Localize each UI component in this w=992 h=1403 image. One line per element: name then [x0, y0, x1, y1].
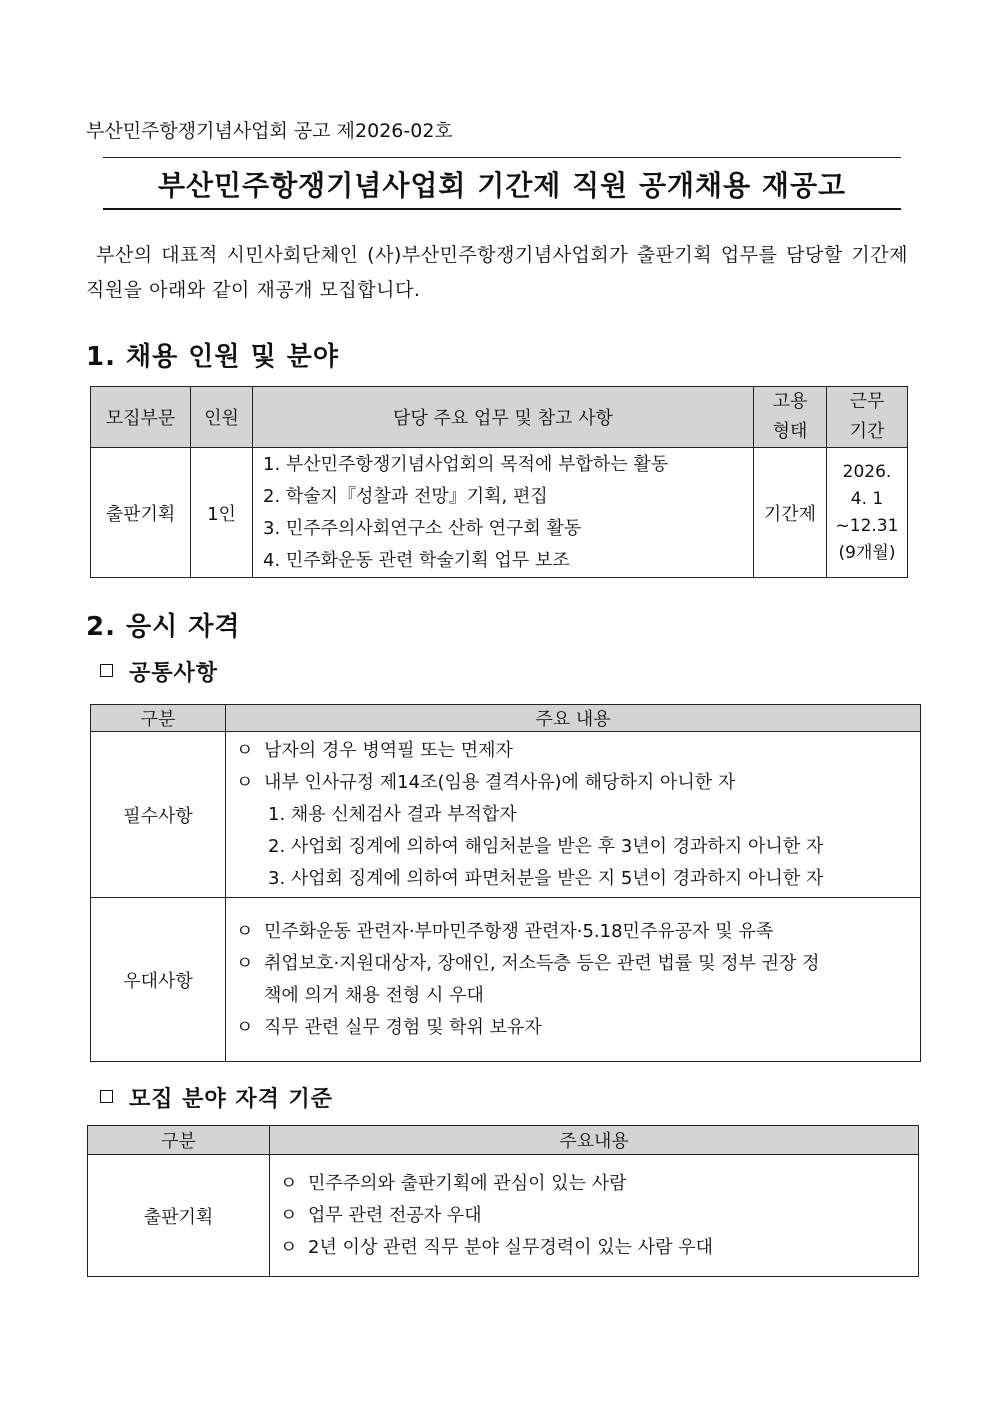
preferred-label: 우대사항	[91, 898, 226, 1062]
circle-bullet-icon: ㅇ	[236, 952, 254, 974]
recruitment-row	[91, 448, 908, 578]
preferred-item-continued	[236, 980, 920, 1012]
field-item-text: 업무 관련 전공자 우대	[308, 1204, 482, 1226]
col-employment-line1: 고용	[772, 391, 808, 412]
required-item-text: 남자의 경우 병역필 또는 면제자	[264, 739, 513, 761]
col-content: 주요내용	[270, 1126, 919, 1155]
headcount-cell: 1인	[191, 448, 253, 578]
field-label: 출판기획	[88, 1155, 270, 1277]
field-criteria-table	[87, 1125, 919, 1277]
period-line: ~12.31	[835, 515, 899, 536]
col-department: 모집부문	[91, 387, 191, 448]
department-cell: 출판기획	[91, 448, 191, 578]
field-item	[280, 1168, 918, 1200]
title-rule-top	[103, 157, 901, 158]
required-subitem: 3. 사업회 징계에 의하여 파면처분을 받은 지 5년이 경과하지 아니한 자	[268, 867, 824, 889]
circle-bullet-icon: ㅇ	[236, 1016, 254, 1038]
duty-item: 1. 부산민주항쟁기념사업회의 목적에 부합하는 활동	[263, 453, 669, 475]
section1-heading: 1. 채용 인원 및 분야	[86, 342, 339, 372]
col-period-line2: 기간	[849, 421, 885, 442]
circle-bullet-icon: ㅇ	[280, 1204, 298, 1226]
required-item	[236, 735, 920, 767]
col-duties: 담당 주요 업무 및 참고 사항	[253, 387, 754, 448]
field-item-text: 2년 이상 관련 직무 분야 실무경력이 있는 사람 우대	[308, 1236, 713, 1258]
field-row	[88, 1155, 919, 1277]
preferred-item-text: 책에 의거 채용 전형 시 우대	[264, 984, 484, 1006]
circle-bullet-icon: ㅇ	[280, 1236, 298, 1258]
col-employment-type	[754, 387, 827, 448]
field-item	[280, 1200, 918, 1232]
intro-paragraph: 부산의 대표적 시민사회단체인 (사)부산민주항쟁기념사업회가 출판기획 업무를 담당할 기간제 직원을 아래와 같이 재공개 모집합니다.	[86, 244, 908, 301]
title-rule-bottom	[103, 208, 901, 210]
common-heading-label: 공통사항	[129, 661, 219, 686]
required-subitem: 2. 사업회 징계에 의하여 해임처분을 받은 후 3년이 경과하지 아니한 자	[268, 835, 824, 857]
preferred-item-text: 민주화운동 관련자·부마민주항쟁 관련자·5.18민주유공자 및 유족	[264, 920, 774, 942]
preferred-item	[236, 948, 920, 980]
recruitment-table	[90, 386, 908, 578]
required-label: 필수사항	[91, 732, 226, 898]
field-content	[270, 1155, 919, 1277]
col-content: 주요 내용	[226, 705, 921, 732]
recruitment-header-row	[91, 387, 908, 448]
required-content	[226, 732, 921, 898]
circle-bullet-icon: ㅇ	[236, 920, 254, 942]
col-headcount: 인원	[191, 387, 253, 448]
preferred-item-text: 취업보호·지원대상자, 장애인, 저소득층 등은 관련 법률 및 정부 권장 정	[264, 952, 820, 974]
preferred-item	[236, 1012, 920, 1044]
circle-bullet-icon: ㅇ	[280, 1172, 298, 1194]
circle-bullet-icon: ㅇ	[236, 739, 254, 761]
field-header-row	[88, 1126, 919, 1155]
col-category: 구분	[88, 1126, 270, 1155]
field-heading-label: 모집 분야 자격 기준	[129, 1087, 333, 1112]
common-requirements-table	[90, 704, 921, 1062]
col-employment-line2: 형태	[772, 421, 808, 442]
checkbox-square-icon	[100, 1090, 113, 1103]
col-period-line1: 근무	[849, 391, 885, 412]
field-item	[280, 1232, 918, 1264]
notice-number: 부산민주항쟁기념사업회 공고 제2026-02호	[86, 120, 453, 142]
period-cell	[827, 448, 908, 578]
page-title: 부산민주항쟁기념사업회 기간제 직원 공개채용 재공고	[157, 169, 847, 202]
required-item	[236, 767, 920, 799]
col-category: 구분	[91, 705, 226, 732]
common-heading	[100, 656, 218, 687]
duty-item: 3. 민주주의사회연구소 산하 연구회 활동	[263, 517, 582, 539]
common-header-row	[91, 705, 921, 732]
required-item-text: 내부 인사규정 제14조(임용 결격사유)에 해당하지 아니한 자	[264, 771, 736, 793]
field-heading	[100, 1082, 333, 1113]
preferred-content	[226, 898, 921, 1062]
checkbox-square-icon	[100, 664, 113, 677]
required-row	[91, 732, 921, 898]
preferred-item	[236, 916, 920, 948]
section2-heading: 2. 응시 자격	[86, 612, 241, 642]
employment-type-cell: 기간제	[754, 448, 827, 578]
duty-item: 4. 민주화운동 관련 학술기획 업무 보조	[263, 549, 570, 571]
period-line: 4. 1	[850, 488, 884, 509]
period-line: (9개월)	[838, 542, 896, 563]
field-item-text: 민주주의와 출판기획에 관심이 있는 사람	[308, 1172, 627, 1194]
preferred-row	[91, 898, 921, 1062]
required-subitem: 1. 채용 신체검사 결과 부적합자	[268, 803, 517, 825]
duties-cell	[253, 448, 754, 578]
circle-bullet-icon: ㅇ	[236, 771, 254, 793]
col-period	[827, 387, 908, 448]
period-line: 2026.	[842, 461, 892, 482]
duty-item: 2. 학술지『성찰과 전망』기획, 편집	[263, 485, 548, 507]
preferred-item-text: 직무 관련 실무 경험 및 학위 보유자	[264, 1016, 542, 1038]
